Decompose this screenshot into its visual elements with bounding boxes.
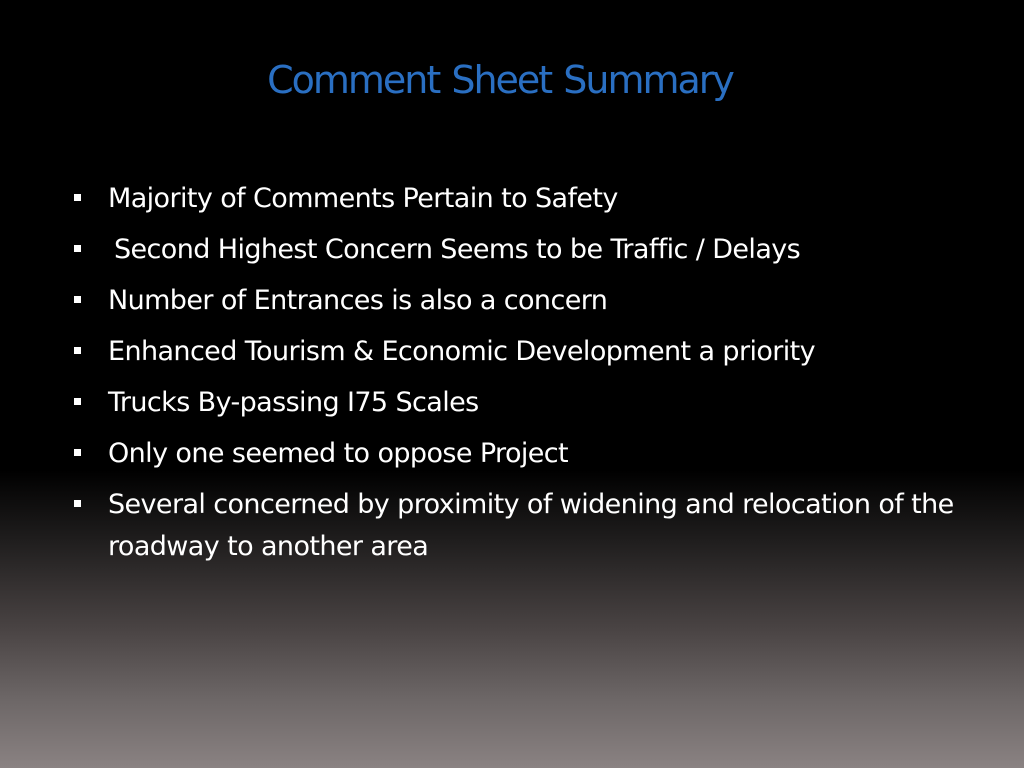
bullet-text: Only one seemed to oppose Project [108, 438, 569, 469]
square-bullet-icon [72, 280, 108, 322]
square-bullet-icon [72, 178, 108, 220]
square-bullet-icon [72, 433, 108, 475]
bullet-item [72, 484, 972, 568]
square-bullet-icon [72, 331, 108, 373]
bullet-text: Number of Entrances is also a concern [108, 285, 608, 316]
bullet-text: Enhanced Tourism & Economic Development a priority [108, 336, 816, 367]
square-bullet-icon [72, 484, 108, 526]
slide-title: Comment Sheet Summary [267, 58, 733, 102]
bullet-item [72, 382, 972, 424]
bullet-text: Majority of Comments Pertain to Safety [108, 183, 618, 214]
bullet-item [72, 229, 972, 271]
bullet-text: Second Highest Concern Seems to be Traffic / Delays [114, 234, 801, 265]
bullet-item [72, 433, 972, 475]
bullet-text: Trucks By-passing I75 Scales [108, 387, 479, 418]
bullet-item [72, 280, 972, 322]
bullet-list [72, 178, 972, 577]
square-bullet-icon [72, 229, 108, 271]
bullet-item [72, 331, 972, 373]
bullet-text: Several concerned by proximity of widening and relocation of the roadway to another area [108, 489, 954, 562]
square-bullet-icon [72, 382, 108, 424]
bullet-item [72, 178, 972, 220]
